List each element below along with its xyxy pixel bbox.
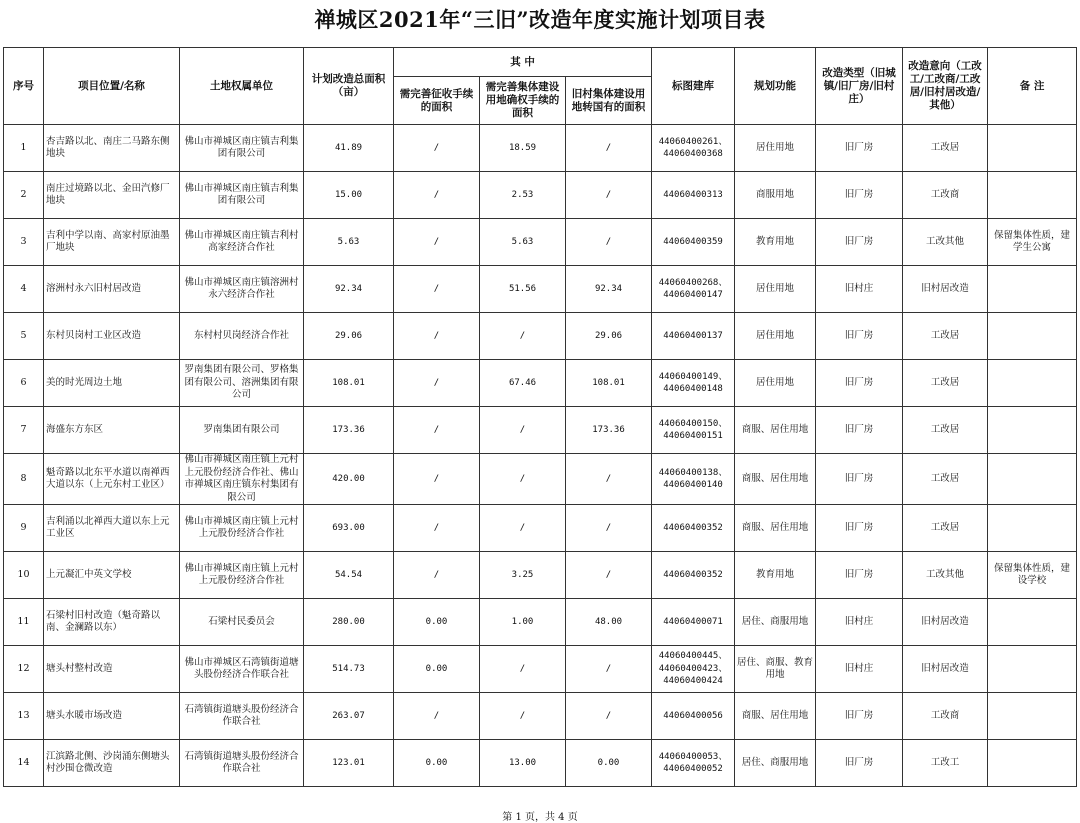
cell-seq: 6	[4, 360, 44, 407]
cell-sub3: 173.36	[566, 407, 652, 454]
table-row	[4, 407, 1077, 454]
cell-area: 514.73	[304, 646, 394, 693]
header-note: 备 注	[988, 48, 1077, 125]
header-type: 改造类型（旧城镇/旧厂房/旧村庄）	[816, 48, 903, 125]
cell-sub2: /	[480, 454, 566, 505]
cell-seq: 7	[4, 407, 44, 454]
cell-intent: 工改居	[903, 313, 988, 360]
cell-intent: 工改居	[903, 360, 988, 407]
cell-sub3: /	[566, 219, 652, 266]
cell-sub3: 92.34	[566, 266, 652, 313]
cell-function: 商服用地	[735, 172, 816, 219]
cell-intent: 旧村居改造	[903, 266, 988, 313]
document-title: 禅城区2021年“三旧”改造年度实施计划项目表	[314, 7, 766, 32]
cell-note: 保留集体性质，建学生公寓	[988, 219, 1077, 266]
cell-sub2: 13.00	[480, 740, 566, 787]
header-function: 规划功能	[735, 48, 816, 125]
cell-sub3: /	[566, 552, 652, 599]
cell-map: 44060400071	[652, 599, 735, 646]
cell-owner: 佛山市禅城区南庄镇溶洲村永六经济合作社	[180, 266, 304, 313]
cell-owner: 佛山市禅城区南庄镇吉利村高家经济合作社	[180, 219, 304, 266]
cell-sub3: 48.00	[566, 599, 652, 646]
cell-map: 44060400313	[652, 172, 735, 219]
cell-function: 商服、居住用地	[735, 505, 816, 552]
cell-sub3: 108.01	[566, 360, 652, 407]
cell-seq: 8	[4, 454, 44, 505]
cell-sub3: /	[566, 646, 652, 693]
header-area: 计划改造总面积（亩）	[304, 48, 394, 125]
cell-sub2: 51.56	[480, 266, 566, 313]
cell-owner: 罗南集团有限公司	[180, 407, 304, 454]
cell-sub1: /	[394, 360, 480, 407]
cell-seq: 10	[4, 552, 44, 599]
cell-owner: 佛山市禅城区南庄镇上元村上元股份经济合作社	[180, 552, 304, 599]
cell-owner: 佛山市禅城区南庄镇吉利集团有限公司	[180, 125, 304, 172]
cell-sub2: /	[480, 646, 566, 693]
cell-function: 商服、居住用地	[735, 407, 816, 454]
table-row	[4, 266, 1077, 313]
cell-sub1: /	[394, 693, 480, 740]
cell-location: 吉利中学以南、高家村原油墨厂地块	[44, 219, 180, 266]
cell-sub1: 0.00	[394, 646, 480, 693]
cell-owner: 佛山市禅城区南庄镇吉利集团有限公司	[180, 172, 304, 219]
cell-location: 魁奇路以北东平水道以南禅西大道以东（上元东村工业区）	[44, 454, 180, 505]
cell-map: 44060400053、44060400052	[652, 740, 735, 787]
cell-owner: 佛山市禅城区南庄镇上元村上元股份经济合作社、佛山市禅城区南庄镇东村集团有限公司	[180, 454, 304, 505]
cell-type: 旧村庄	[816, 646, 903, 693]
table-row	[4, 313, 1077, 360]
cell-intent: 旧村居改造	[903, 646, 988, 693]
cell-function: 教育用地	[735, 219, 816, 266]
cell-note: 保留集体性质，建设学校	[988, 552, 1077, 599]
cell-function: 居住用地	[735, 360, 816, 407]
cell-owner: 石湾镇街道塘头股份经济合作联合社	[180, 740, 304, 787]
cell-sub1: /	[394, 313, 480, 360]
cell-type: 旧厂房	[816, 505, 903, 552]
header-of-which: 其 中	[394, 48, 652, 77]
cell-sub1: /	[394, 219, 480, 266]
cell-function: 居住、商服用地	[735, 740, 816, 787]
table-row	[4, 360, 1077, 407]
cell-map: 44060400149、44060400148	[652, 360, 735, 407]
cell-owner: 佛山市禅城区南庄镇上元村上元股份经济合作社	[180, 505, 304, 552]
table-row	[4, 599, 1077, 646]
cell-seq: 9	[4, 505, 44, 552]
cell-sub1: /	[394, 266, 480, 313]
cell-location: 溶洲村永六旧村居改造	[44, 266, 180, 313]
cell-sub2: 5.63	[480, 219, 566, 266]
table-row	[4, 219, 1077, 266]
cell-seq: 1	[4, 125, 44, 172]
cell-map: 44060400352	[652, 552, 735, 599]
cell-area: 15.00	[304, 172, 394, 219]
cell-function: 商服、居住用地	[735, 454, 816, 505]
cell-area: 173.36	[304, 407, 394, 454]
cell-type: 旧厂房	[816, 360, 903, 407]
page-footer: 第 1 页，共 4 页	[502, 812, 578, 823]
table-row	[4, 740, 1077, 787]
header-map: 标图建库	[652, 48, 735, 125]
cell-sub1: /	[394, 125, 480, 172]
cell-intent: 工改居	[903, 407, 988, 454]
cell-note	[988, 125, 1077, 172]
cell-area: 420.00	[304, 454, 394, 505]
cell-sub2: 18.59	[480, 125, 566, 172]
cell-intent: 工改居	[903, 125, 988, 172]
cell-area: 263.07	[304, 693, 394, 740]
cell-sub1: /	[394, 552, 480, 599]
cell-map: 44060400138、44060400140	[652, 454, 735, 505]
header-intent: 改造意向（工改工/工改商/工改居/旧村居改造/其他）	[903, 48, 988, 125]
cell-type: 旧村庄	[816, 599, 903, 646]
cell-location: 上元凝汇中英文学校	[44, 552, 180, 599]
cell-seq: 4	[4, 266, 44, 313]
cell-area: 29.06	[304, 313, 394, 360]
cell-intent: 工改其他	[903, 219, 988, 266]
cell-note	[988, 407, 1077, 454]
cell-map: 44060400268、44060400147	[652, 266, 735, 313]
header-seq: 序号	[4, 48, 44, 125]
cell-seq: 14	[4, 740, 44, 787]
cell-seq: 2	[4, 172, 44, 219]
cell-sub2: /	[480, 407, 566, 454]
cell-owner: 石梁村民委员会	[180, 599, 304, 646]
cell-note	[988, 360, 1077, 407]
cell-sub2: 1.00	[480, 599, 566, 646]
table-row	[4, 693, 1077, 740]
cell-location: 石梁村旧村改造（魁奇路以南、金澜路以东）	[44, 599, 180, 646]
cell-map: 44060400137	[652, 313, 735, 360]
cell-function: 居住用地	[735, 313, 816, 360]
cell-area: 280.00	[304, 599, 394, 646]
cell-area: 5.63	[304, 219, 394, 266]
cell-note	[988, 693, 1077, 740]
table-row	[4, 552, 1077, 599]
cell-location: 南庄过境路以北、金田汽修厂地块	[44, 172, 180, 219]
cell-seq: 12	[4, 646, 44, 693]
cell-owner: 石湾镇街道塘头股份经济合作联合社	[180, 693, 304, 740]
cell-type: 旧厂房	[816, 172, 903, 219]
cell-function: 居住用地	[735, 266, 816, 313]
cell-sub3: /	[566, 172, 652, 219]
cell-map: 44060400445、44060400423、44060400424	[652, 646, 735, 693]
cell-area: 108.01	[304, 360, 394, 407]
cell-type: 旧厂房	[816, 125, 903, 172]
cell-sub1: 0.00	[394, 599, 480, 646]
cell-seq: 5	[4, 313, 44, 360]
cell-note	[988, 172, 1077, 219]
cell-intent: 工改其他	[903, 552, 988, 599]
cell-function: 教育用地	[735, 552, 816, 599]
cell-note	[988, 505, 1077, 552]
table-row	[4, 172, 1077, 219]
cell-type: 旧厂房	[816, 693, 903, 740]
cell-area: 123.01	[304, 740, 394, 787]
cell-sub2: /	[480, 505, 566, 552]
cell-sub1: /	[394, 505, 480, 552]
cell-type: 旧厂房	[816, 552, 903, 599]
table-row	[4, 505, 1077, 552]
header-row-1	[4, 48, 1077, 77]
cell-intent: 旧村居改造	[903, 599, 988, 646]
header-location: 项目位置/名称	[44, 48, 180, 125]
cell-location: 杏吉路以北、南庄二马路东侧地块	[44, 125, 180, 172]
cell-map: 44060400150、44060400151	[652, 407, 735, 454]
cell-area: 41.89	[304, 125, 394, 172]
cell-location: 东村贝岗村工业区改造	[44, 313, 180, 360]
cell-sub3: /	[566, 693, 652, 740]
header-owner: 土地权属单位	[180, 48, 304, 125]
cell-location: 塘头村整村改造	[44, 646, 180, 693]
cell-sub3: 29.06	[566, 313, 652, 360]
cell-location: 江滨路北侧、沙岗涌东侧塘头村沙围仓微改造	[44, 740, 180, 787]
cell-seq: 13	[4, 693, 44, 740]
cell-note	[988, 599, 1077, 646]
table-row	[4, 125, 1077, 172]
cell-intent: 工改工	[903, 740, 988, 787]
cell-note	[988, 454, 1077, 505]
cell-type: 旧厂房	[816, 740, 903, 787]
table-body	[4, 125, 1077, 787]
cell-type: 旧村庄	[816, 266, 903, 313]
cell-sub2: /	[480, 313, 566, 360]
cell-type: 旧厂房	[816, 407, 903, 454]
cell-sub1: /	[394, 407, 480, 454]
project-table	[3, 47, 1077, 787]
cell-map: 44060400359	[652, 219, 735, 266]
table-row	[4, 646, 1077, 693]
cell-seq: 3	[4, 219, 44, 266]
cell-function: 居住、商服用地	[735, 599, 816, 646]
cell-function: 商服、居住用地	[735, 693, 816, 740]
cell-type: 旧厂房	[816, 313, 903, 360]
cell-sub3: /	[566, 454, 652, 505]
cell-location: 塘头水暖市场改造	[44, 693, 180, 740]
cell-intent: 工改居	[903, 505, 988, 552]
cell-area: 92.34	[304, 266, 394, 313]
cell-note	[988, 313, 1077, 360]
cell-owner: 罗南集团有限公司、罗格集团有限公司、溶洲集团有限公司	[180, 360, 304, 407]
cell-note	[988, 646, 1077, 693]
cell-map: 44060400261、44060400368	[652, 125, 735, 172]
cell-type: 旧厂房	[816, 219, 903, 266]
cell-sub1: /	[394, 454, 480, 505]
cell-sub2: /	[480, 693, 566, 740]
cell-seq: 11	[4, 599, 44, 646]
cell-sub2: 2.53	[480, 172, 566, 219]
cell-location: 海盛东方东区	[44, 407, 180, 454]
cell-map: 44060400056	[652, 693, 735, 740]
header-sub3: 旧村集体建设用地转国有的面积	[566, 77, 652, 125]
header-sub2: 需完善集体建设用地确权手续的面积	[480, 77, 566, 125]
cell-area: 54.54	[304, 552, 394, 599]
cell-type: 旧厂房	[816, 454, 903, 505]
cell-owner: 东村村贝岗经济合作社	[180, 313, 304, 360]
cell-intent: 工改商	[903, 172, 988, 219]
cell-sub1: /	[394, 172, 480, 219]
cell-intent: 工改居	[903, 454, 988, 505]
cell-sub3: /	[566, 505, 652, 552]
table-row	[4, 454, 1077, 505]
cell-owner: 佛山市禅城区石湾镇街道塘头股份经济合作联合社	[180, 646, 304, 693]
cell-sub1: 0.00	[394, 740, 480, 787]
header-sub1: 需完善征收手续的面积	[394, 77, 480, 125]
cell-function: 居住、商服、教育用地	[735, 646, 816, 693]
cell-note	[988, 266, 1077, 313]
cell-sub3: /	[566, 125, 652, 172]
cell-sub2: 67.46	[480, 360, 566, 407]
cell-function: 居住用地	[735, 125, 816, 172]
cell-map: 44060400352	[652, 505, 735, 552]
cell-note	[988, 740, 1077, 787]
cell-intent: 工改商	[903, 693, 988, 740]
cell-sub3: 0.00	[566, 740, 652, 787]
cell-location: 美的时光周边土地	[44, 360, 180, 407]
cell-location: 吉利涌以北禅西大道以东上元工业区	[44, 505, 180, 552]
cell-area: 693.00	[304, 505, 394, 552]
cell-sub2: 3.25	[480, 552, 566, 599]
